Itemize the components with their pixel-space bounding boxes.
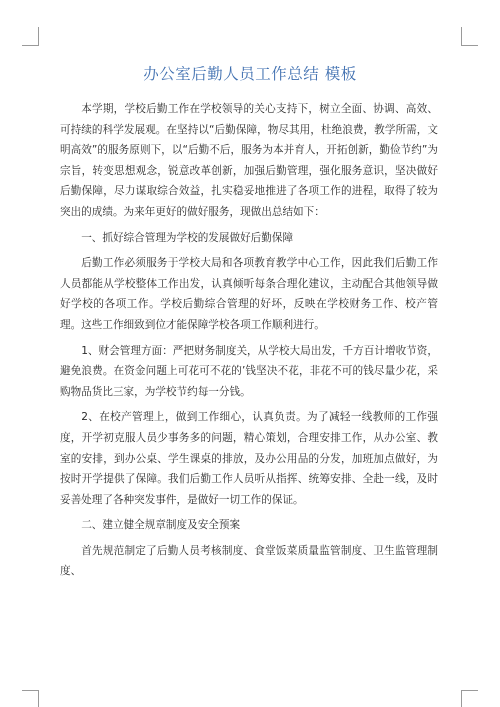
paragraph-intro: 本学期，学校后勤工作在学校领导的关心支持下，树立全面、协调、高效、可持续的科学发展观。在坚持以“后勤保障，物尽其用，杜绝浪费，教学所需，文明高效”的服务原则下，以“后勤不后，服务为本并育人，开拓创新，勤俭节约”为宗旨，转变思想观念，锐意改革创新，加强后勤管理，强化服务意识，坚决做好后勤保障，尽力谋取综合效益，扎实稳妥地推进了各项工作的进程，取得了较为突出的成绩。为来年更好的做好服务，现做出总结如下： [60,103,438,218]
section-heading-2: 二、建立健全规章制度及安全预案 [81,519,241,532]
paragraph-assets: 2、在校产管理上，做到工作细心，认真负责。为了减轻一线教师的工作强度，开学初克服人员少事务多的问题，精心策划，合理安排工作，从办公室、教室的安排，到办公桌、学生课桌的排放，及办公用品的分发，加班加点做好，为按时开学提供了保障。我们后勤工作人员听从指挥、统筹安排、全赴一线，及时妥善处理了各种突发事件，是做好一切工作的保证。 [60,411,438,506]
crop-mark-top-right [461,27,462,45]
document-body [60,99,438,587]
paragraph-section-2: 首先规范制定了后勤人员考核制度、食堂饭菜质量监管制度、卫生监管理制度、 [60,544,438,578]
paragraph-finance: 1、财会管理方面：严把财务制度关，从学校大局出发，千方百计增收节资，避免浪费。在资金问题上可花可不花的’钱坚决不花，非花不可的钱尽量少花，采购物品货比三家，为学校节约每一分钱。 [60,344,438,398]
crop-mark-top-left [22,45,39,46]
crop-mark-bottom-right [461,690,462,707]
crop-mark-bottom-left [38,690,39,707]
document-title: 办公室后勤人员工作总结 模板 [143,65,357,83]
crop-mark-top-right [461,45,478,46]
crop-mark-bottom-right [461,690,478,691]
crop-mark-bottom-left [22,690,39,691]
paragraph-section-1: 后勤工作必须服务于学校大局和各项教育教学中心工作，因此我们后勤工作人员都能从学校整体工作出发，认真倾听每条合理化建议，主动配合其他领导做好学校的各项工作。学校后勤综合管理的好坏，反映在学校财务工作、校产管理。这些工作细致到位才能保障学校各项工作顺利进行。 [60,257,438,331]
crop-mark-top-left [38,27,39,45]
section-heading-1: 一、抓好综合管理为学校的发展做好后勤保障 [81,231,294,244]
